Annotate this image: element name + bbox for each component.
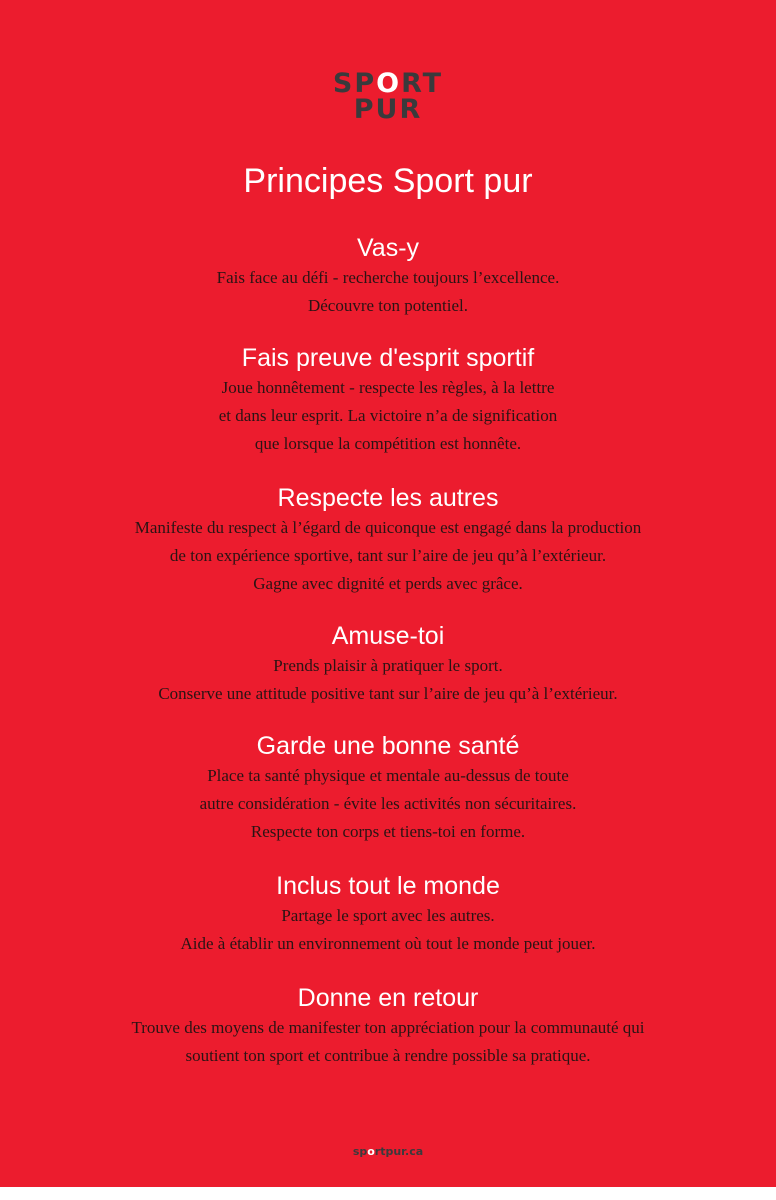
section-text-line: de ton expérience sportive, tant sur l’aire de jeu qu’à l’extérieur. xyxy=(169,546,607,565)
section-text-line: Aide à établir un environnement où tout le monde peut jouer. xyxy=(180,934,596,953)
section-vas-y xyxy=(0,232,776,320)
logo-o-icon: O xyxy=(376,68,402,99)
section-text-line: Gagne avec dignité et perds avec grâce. xyxy=(253,574,523,593)
section-text-line: Manifeste du respect à l’égard de quiconque est engagé dans la production xyxy=(134,518,642,537)
section-donne-en-retour xyxy=(0,982,776,1070)
section-inclus-tout-le-monde xyxy=(0,870,776,958)
footer-o-icon: o xyxy=(367,1145,375,1158)
section-amuse-toi xyxy=(0,620,776,708)
section-text-line: Découvre ton potentiel. xyxy=(307,296,469,315)
section-text-line: Respecte ton corps et tiens-toi en forme. xyxy=(250,822,526,841)
section-heading: Respecte les autres xyxy=(277,484,499,512)
section-text-line: Conserve une attitude positive tant sur l’aire de jeu qu’à l’extérieur. xyxy=(158,684,618,703)
section-bonne-sante xyxy=(0,730,776,846)
section-respecte-les-autres xyxy=(0,482,776,598)
section-text-line: autre considération - évite les activités non sécuritaires. xyxy=(199,794,577,813)
logo-text-rt: RT xyxy=(401,68,444,99)
section-text-line: soutient ton sport et contribue à rendre possible sa pratique. xyxy=(185,1046,591,1065)
section-text-line: Prends plaisir à pratiquer le sport. xyxy=(273,656,503,675)
section-heading: Garde une bonne santé xyxy=(256,732,520,760)
section-text-line: Place ta santé physique et mentale au-dessus de toute xyxy=(207,766,569,785)
section-heading: Donne en retour xyxy=(297,984,479,1012)
section-heading: Vas-y xyxy=(356,234,420,262)
section-text-line: Partage le sport avec les autres. xyxy=(281,906,495,925)
section-text-line: que lorsque la compétition est honnête. xyxy=(254,434,522,453)
section-text-line: Fais face au défi - recherche toujours l’excellence. xyxy=(216,268,560,287)
section-esprit-sportif xyxy=(0,342,776,458)
section-heading: Inclus tout le monde xyxy=(276,872,500,900)
footer-text-rest: rtpur.ca xyxy=(374,1145,424,1158)
logo-line2: PUR xyxy=(353,94,423,125)
section-text-line: Trouve des moyens de manifester ton appréciation pour la communauté qui xyxy=(131,1018,645,1037)
section-text-line: Joue honnêtement - respecte les règles, à la lettre xyxy=(221,378,555,397)
footer-url[interactable] xyxy=(0,1145,776,1159)
logo-text-sp: SP xyxy=(332,68,377,99)
section-heading: Amuse-toi xyxy=(331,622,445,650)
page-title: Principes Sport pur xyxy=(243,162,533,200)
footer-text-sp: sp xyxy=(352,1145,368,1158)
section-text-line: et dans leur esprit. La victoire n’a de signification xyxy=(218,406,558,425)
section-heading: Fais preuve d'esprit sportif xyxy=(241,344,535,372)
